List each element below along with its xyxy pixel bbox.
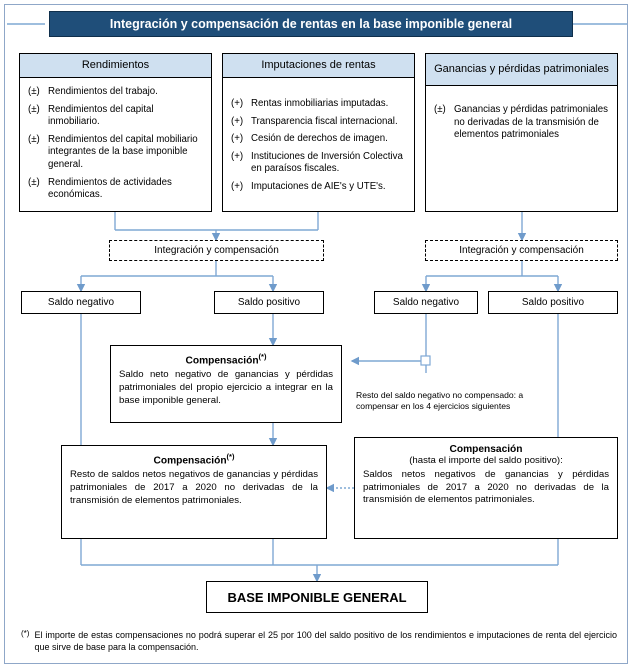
compensacion-c-body: Saldos netos negativos de ganancias y pérdidas patrimoniales de 2017 a 2020 no derivadas de la transmisión de elementos patrimoniales. bbox=[363, 469, 609, 506]
list-item-label: Rendimientos del capital mobiliario integrantes de la base imponible general. bbox=[48, 133, 198, 171]
page-title: Integración y compensación de rentas en la base imponible general bbox=[49, 11, 573, 37]
compensacion-b-title-row bbox=[70, 452, 318, 466]
compensacion-c-title: Compensación bbox=[449, 444, 523, 455]
compensacion-a-body: Saldo neto negativo de ganancias y pérdidas patrimoniales del propio ejercicio a integrar en la base imponible general. bbox=[119, 369, 333, 406]
list-item-symbol: (+) bbox=[231, 181, 244, 193]
resto-saldo-note: Resto del saldo negativo no compensado: a compensar en los 4 ejercicios siguientes bbox=[356, 390, 524, 412]
list-item-label: Imputaciones de AIE's y UTE's. bbox=[251, 181, 386, 193]
compensacion-b-title: Compensación bbox=[153, 455, 227, 467]
list-item bbox=[28, 177, 205, 202]
column-imputaciones-header: Imputaciones de rentas bbox=[223, 54, 414, 78]
saldo-negativo-left: Saldo negativo bbox=[21, 291, 141, 314]
list-item bbox=[231, 181, 408, 194]
list-item bbox=[231, 151, 408, 176]
base-imponible-general-box: BASE IMPONIBLE GENERAL bbox=[206, 581, 428, 613]
list-item-label: Rendimientos del trabajo. bbox=[48, 86, 158, 97]
list-item bbox=[28, 86, 205, 99]
list-item-label: Rendimientos del capital inmobiliario. bbox=[48, 103, 154, 128]
saldo-positivo-right: Saldo positivo bbox=[488, 291, 618, 314]
list-item-symbol: (+) bbox=[231, 98, 244, 109]
saldo-positivo-left: Saldo positivo bbox=[214, 291, 324, 314]
footnote-marker: (*) bbox=[21, 629, 30, 638]
column-imputaciones-items bbox=[223, 78, 414, 205]
compensacion-a-title-row bbox=[119, 352, 333, 366]
list-item-symbol: (±) bbox=[28, 133, 40, 145]
column-imputaciones bbox=[222, 53, 415, 212]
footnote-marker: (*) bbox=[258, 352, 267, 361]
compensacion-b-body: Resto de saldos netos negativos de ganancias y pérdidas patrimoniales de 2017 a 2020 no derivadas de la transmisión de elementos patrimoniales. bbox=[70, 469, 318, 506]
list-item-symbol: (+) bbox=[231, 115, 244, 127]
integration-label-left: Integración y compensación bbox=[109, 240, 324, 261]
list-item-label: Instituciones de Inversión Colectiva en paraísos fiscales. bbox=[251, 150, 403, 175]
list-item bbox=[231, 116, 408, 129]
list-item-symbol: (±) bbox=[28, 176, 40, 188]
list-item bbox=[231, 98, 408, 111]
list-item-label: Transparencia fiscal internacional. bbox=[251, 115, 398, 127]
compensacion-box-c bbox=[354, 437, 618, 539]
list-item-symbol: (±) bbox=[434, 104, 446, 115]
integration-label-right: Integración y compensación bbox=[425, 240, 618, 261]
column-ganancias-perdidas bbox=[425, 53, 618, 212]
saldo-negativo-right: Saldo negativo bbox=[374, 291, 478, 314]
list-item-label: Rentas inmobiliarias imputadas. bbox=[251, 98, 389, 109]
list-item-symbol: (+) bbox=[231, 133, 244, 145]
list-item-label: Rendimientos de actividades económicas. bbox=[48, 176, 172, 201]
compensacion-box-a bbox=[110, 345, 342, 423]
column-ganancias-perdidas-items bbox=[426, 86, 617, 153]
list-item-label: Cesión de derechos de imagen. bbox=[251, 133, 388, 145]
footnote-text: El importe de estas compensaciones no podrá superar el 25 por 100 del saldo positivo de los rendimientos e imputaciones de renta del ejercicio que sirve de base para la compensación. bbox=[34, 630, 617, 653]
footnote-marker: (*) bbox=[226, 452, 235, 461]
column-rendimientos bbox=[19, 53, 212, 212]
list-item bbox=[28, 104, 205, 129]
list-item-label: Ganancias y pérdidas patrimoniales no derivadas de la transmisión de elementos patrimoniales bbox=[454, 104, 609, 141]
list-item-symbol: (±) bbox=[28, 103, 40, 115]
list-item-symbol: (+) bbox=[231, 150, 244, 162]
list-item bbox=[434, 104, 611, 142]
diagram-frame bbox=[4, 4, 628, 664]
compensacion-a-title: Compensación bbox=[185, 355, 259, 367]
footnote bbox=[21, 629, 617, 653]
list-item bbox=[231, 133, 408, 146]
compensacion-box-b bbox=[61, 445, 327, 539]
column-ganancias-perdidas-header: Ganancias y pérdidas patrimoniales bbox=[426, 54, 617, 86]
compensacion-c-subtitle: (hasta el importe del saldo positivo): bbox=[409, 455, 563, 466]
list-item-symbol: (±) bbox=[28, 86, 40, 97]
column-rendimientos-header: Rendimientos bbox=[20, 54, 211, 78]
column-rendimientos-items bbox=[20, 78, 211, 213]
list-item bbox=[28, 134, 205, 172]
